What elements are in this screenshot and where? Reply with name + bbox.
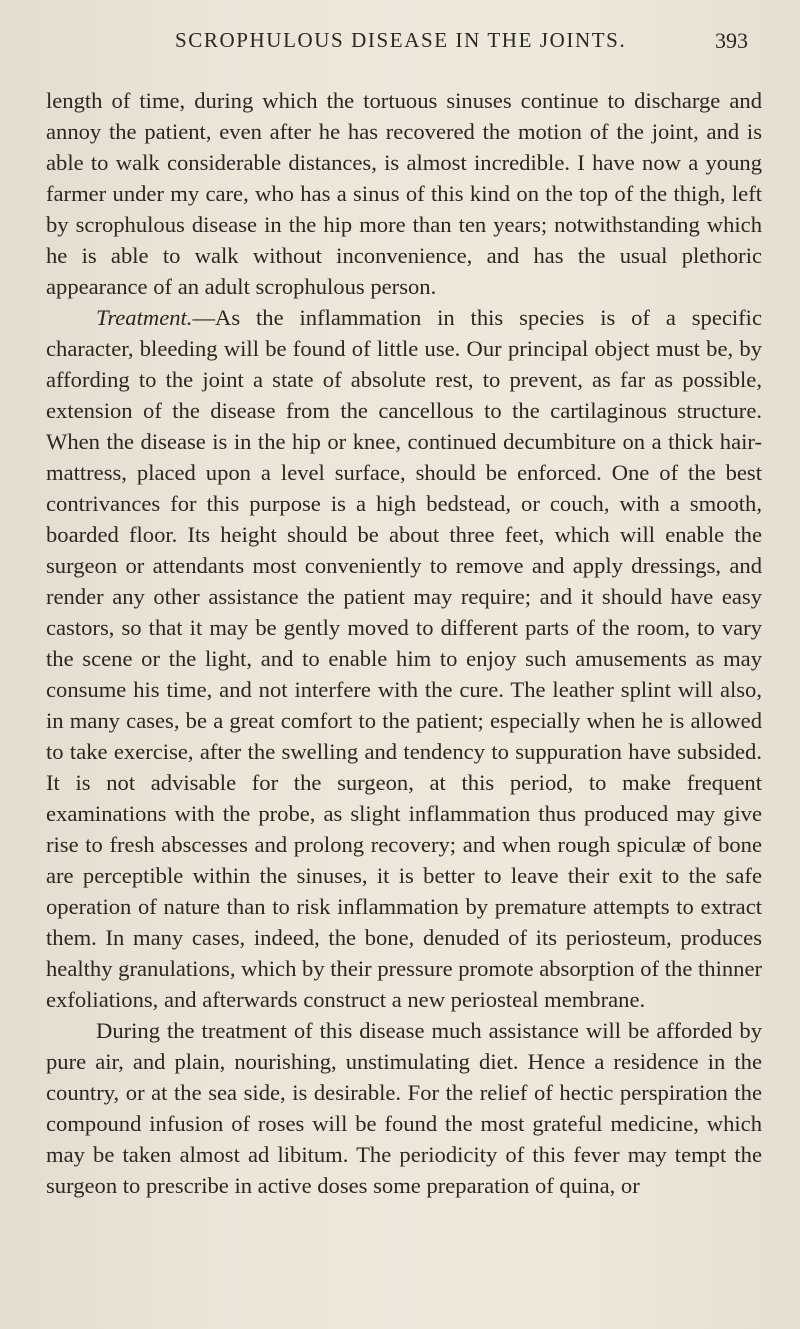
paragraph-2-text: —As the inflammation in this species is of a specific character, bleeding will be found of little use. Our principal object must be, by affording to the joint a state of absolute rest, to prevent, as far as possible, extension of the disease from the cancellous to the cartilaginous structure. When the disease is in the hip or knee, continued decumbiture on a thick hair-mattress, placed upon a level surface, should be enforced. One of the best contrivances for this purpose is a high bedstead, or couch, with a smooth, boarded floor. Its height should be about three feet, which will enable the surgeon or attendants most conveniently to remove and apply dressings, and render any other assistance the patient may require; and it should have easy castors, so that it may be gently moved to different parts of the room, to vary the scene or the light, and to enable him to enjoy such amusements as may consume his time, and not interfere with the cure. The leather splint will also, in many cases, be a great comfort to the patient; especially when he is allowed to take exercise, after the swelling and tendency to suppuration have subsided. It is not advisable for the surgeon, at this period, to make frequent examinations with the probe, as slight inflammation thus produced may give rise to fresh abscesses and prolong recovery; and when rough spiculæ of bone are perceptible within the sinuses, it is better to leave their exit to the safe operation of nature than to risk inflammation by premature attempts to extract them. In many cases, indeed, the bone, denuded of its periosteum, produces healthy granulations, which by their pressure promote absorption of the thinner exfoliations, and afterwards construct a new periosteal membrane. (46, 305, 762, 1012)
paragraph-1 (46, 85, 762, 302)
paragraph-2-lead: Treatment. (96, 305, 193, 330)
paragraph-2 (46, 302, 762, 1015)
paragraph-3-text: During the treatment of this disease much assistance will be afforded by pure air, and plain, nourishing, unstimulating diet. Hence a residence in the country, or at the sea side, is desirable. For the relief of hectic perspiration the compound infusion of roses will be found the most grateful medicine, which may be taken almost ad libitum. The periodicity of this fever may tempt the surgeon to prescribe in active doses some preparation of quina, or (46, 1018, 762, 1198)
page-number: 393 (715, 28, 748, 53)
running-head-title: SCROPHULOUS DISEASE IN THE JOINTS. (175, 28, 627, 52)
paragraph-1-text: length of time, during which the tortuous sinuses continue to discharge and annoy the patient, even after he has recovered the motion of the joint, and is able to walk considerable distances, is almost incredible. I have now a young farmer under my care, who has a sinus of this kind on the top of the thigh, left by scrophulous disease in the hip more than ten years; notwithstanding which he is able to walk without inconvenience, and has the usual plethoric appearance of an adult scrophulous person. (46, 88, 762, 299)
paragraph-3 (46, 1015, 762, 1201)
body-text (46, 85, 762, 1201)
running-head (0, 28, 800, 58)
